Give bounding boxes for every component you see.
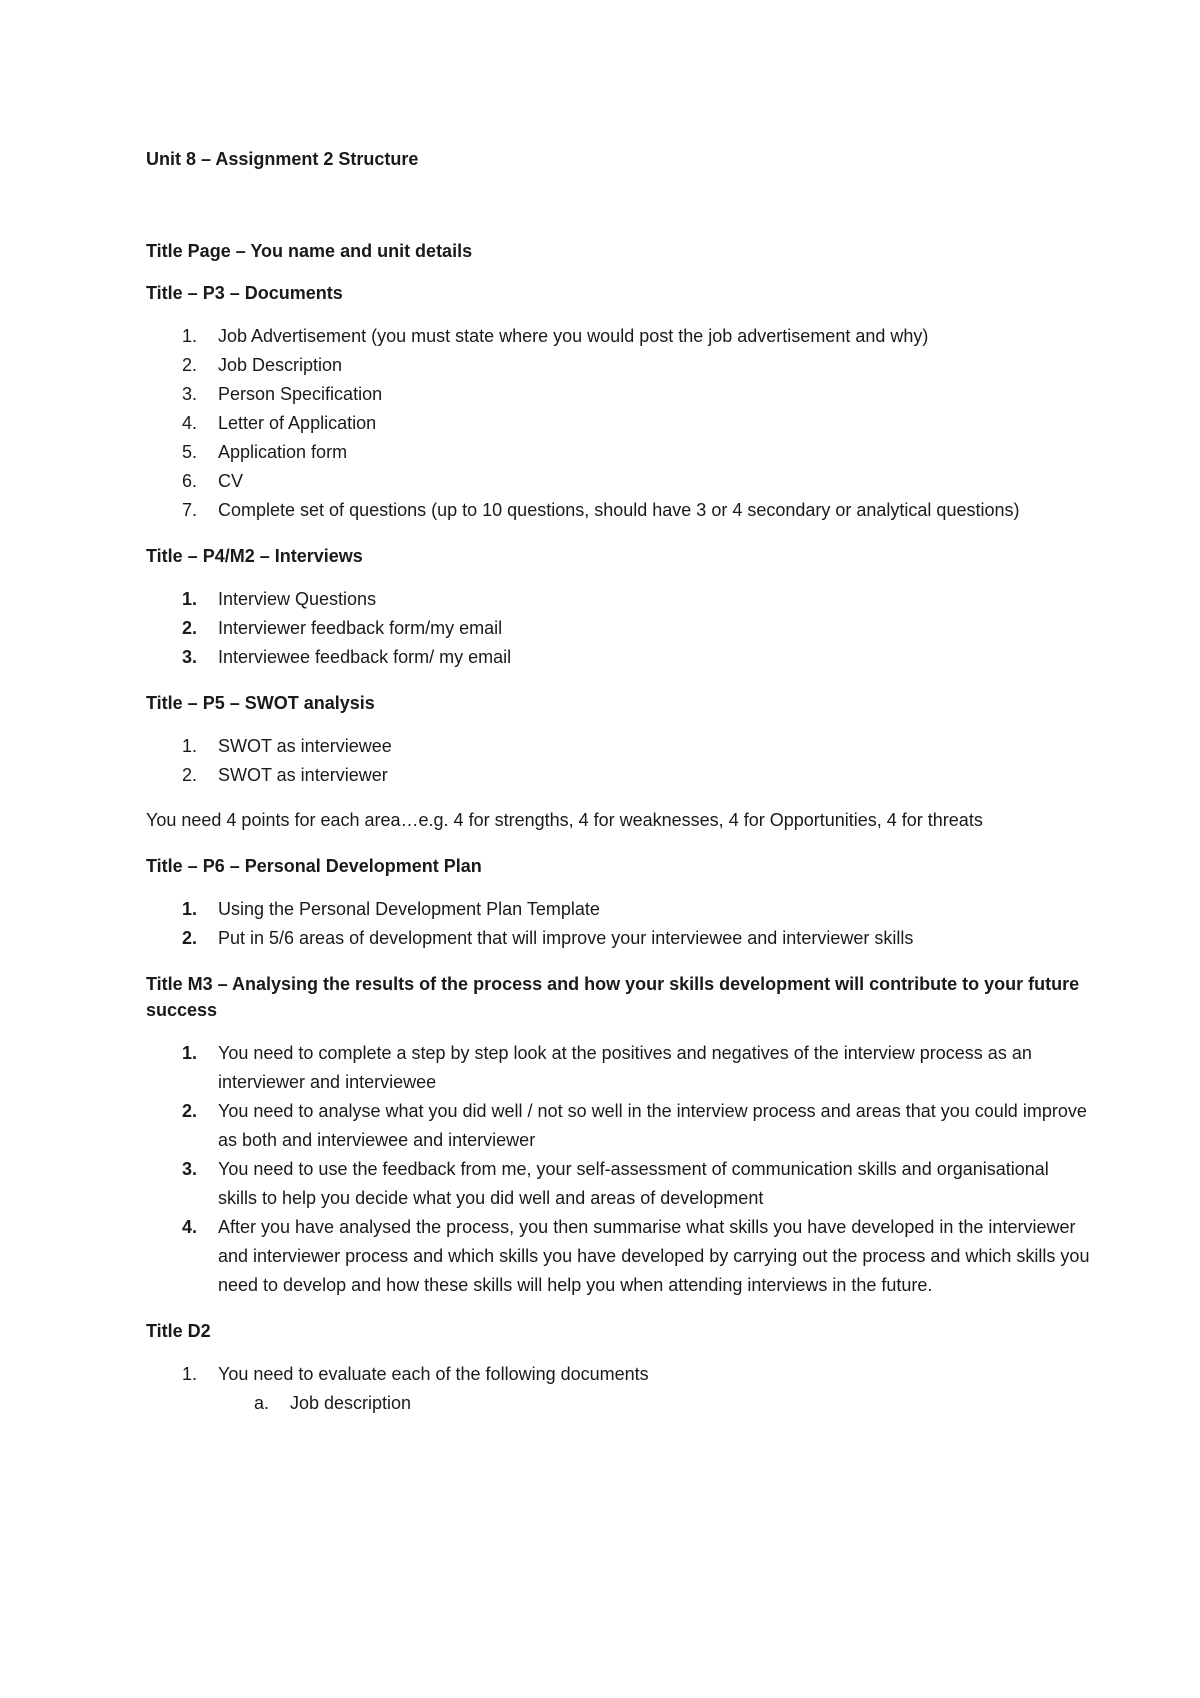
- list-number: 2.: [182, 928, 198, 948]
- list-item-text: You need to complete a step by step look at the positives and negatives of the interview process as an interviewer and interviewee: [218, 1043, 1032, 1092]
- list-item-text: Interviewee feedback form/ my email: [218, 647, 512, 667]
- list-item-text: Job Advertisement (you must state where you would post the job advertisement and why): [218, 326, 929, 346]
- section-heading: Title – P4/M2 – Interviews: [146, 546, 363, 566]
- list-item-text: Application form: [218, 442, 348, 462]
- sub-list-item: [146, 1389, 1090, 1418]
- list-item: [146, 380, 1090, 409]
- list-number: 2.: [182, 765, 198, 785]
- list-number: 1.: [182, 1364, 198, 1384]
- list-item-text: Put in 5/6 areas of development that will improve your interviewee and interviewer skills: [218, 928, 914, 948]
- list-item-text: SWOT as interviewee: [218, 736, 392, 756]
- list-item: [146, 761, 1090, 790]
- list-item-text: You need to analyse what you did well / not so well in the interview process and areas that you could improve as both and interviewee and interviewer: [218, 1101, 1087, 1150]
- list-item-text: SWOT as interviewer: [218, 765, 388, 785]
- list-number: 2.: [182, 355, 198, 375]
- list-item: [146, 496, 1090, 525]
- numbered-list: [146, 732, 1090, 790]
- list-item: [146, 1039, 1090, 1097]
- list-number: 1.: [182, 736, 198, 756]
- list-item: [146, 1360, 1090, 1389]
- list-item: [146, 322, 1090, 351]
- list-number: 2.: [182, 1101, 198, 1121]
- list-number: 7.: [182, 500, 198, 520]
- section-heading: Title – P5 – SWOT analysis: [146, 693, 375, 713]
- sub-list-item-text: Job description: [290, 1393, 412, 1413]
- list-item-text: Complete set of questions (up to 10 questions, should have 3 or 4 secondary or analytical questions): [218, 500, 1020, 520]
- list-number: 1.: [182, 589, 198, 609]
- list-item-text: Using the Personal Development Plan Template: [218, 899, 600, 919]
- section: [146, 280, 1090, 543]
- section-heading: Title D2: [146, 1321, 211, 1341]
- list-number: 1.: [182, 326, 198, 346]
- list-item: [146, 732, 1090, 761]
- list-number: 5.: [182, 442, 198, 462]
- list-number: 3.: [182, 384, 198, 404]
- list-item: [146, 924, 1090, 953]
- list-item-text: After you have analysed the process, you then summarise what skills you have developed in the interviewer and interviewer process and which skills you have developed by carrying out the process and which skills you need to develop and how these skills will help you when attending interviews in the future.: [218, 1217, 1090, 1295]
- list-item: [146, 1097, 1090, 1155]
- numbered-list: [146, 1360, 1090, 1389]
- list-number: 4.: [182, 1217, 198, 1237]
- list-item: [146, 585, 1090, 614]
- list-item-text: CV: [218, 471, 244, 491]
- list-item: [146, 614, 1090, 643]
- section: [146, 853, 1090, 971]
- title-page-heading: Title Page – You name and unit details: [146, 241, 473, 261]
- list-item-text: Interview Questions: [218, 589, 377, 609]
- list-item: [146, 467, 1090, 496]
- section-heading: Title M3 – Analysing the results of the process and how your skills development will contribute to your future success: [146, 974, 1080, 1020]
- list-number: 2.: [182, 618, 198, 638]
- list-item: [146, 1213, 1090, 1300]
- numbered-list: [146, 1039, 1090, 1300]
- list-item-text: Interviewer feedback form/my email: [218, 618, 503, 638]
- list-number: 4.: [182, 413, 198, 433]
- list-item: [146, 895, 1090, 924]
- section-heading: Title – P3 – Documents: [146, 283, 343, 303]
- list-item-text: You need to evaluate each of the following documents: [218, 1364, 649, 1384]
- list-number: 1.: [182, 899, 198, 919]
- numbered-list: [146, 585, 1090, 672]
- list-number: 3.: [182, 1159, 198, 1179]
- numbered-list: [146, 895, 1090, 953]
- document-title: Unit 8 – Assignment 2 Structure: [146, 149, 419, 169]
- list-item-text: Letter of Application: [218, 413, 377, 433]
- section-note: You need 4 points for each area…e.g. 4 for strengths, 4 for weaknesses, 4 for Opportunities, 4 for threats: [146, 810, 983, 830]
- list-number: 3.: [182, 647, 198, 667]
- list-item-text: Job Description: [218, 355, 343, 375]
- section: [146, 1318, 1090, 1436]
- list-item: [146, 409, 1090, 438]
- sub-list: [146, 1389, 1090, 1418]
- section: [146, 971, 1090, 1318]
- section-heading: Title – P6 – Personal Development Plan: [146, 856, 482, 876]
- numbered-list: [146, 322, 1090, 525]
- section: [146, 690, 1090, 853]
- section: [146, 543, 1090, 690]
- list-item: [146, 643, 1090, 672]
- list-item: [146, 1155, 1090, 1213]
- list-item-text: You need to use the feedback from me, your self-assessment of communication skills and organisational skills to help you decide what you did well and areas of development: [218, 1159, 1049, 1208]
- list-item: [146, 438, 1090, 467]
- list-number: 6.: [182, 471, 198, 491]
- sections-container: [146, 280, 1090, 1436]
- list-item: [146, 351, 1090, 380]
- list-item-text: Person Specification: [218, 384, 383, 404]
- sub-list-letter: a.: [254, 1393, 270, 1413]
- list-number: 1.: [182, 1043, 198, 1063]
